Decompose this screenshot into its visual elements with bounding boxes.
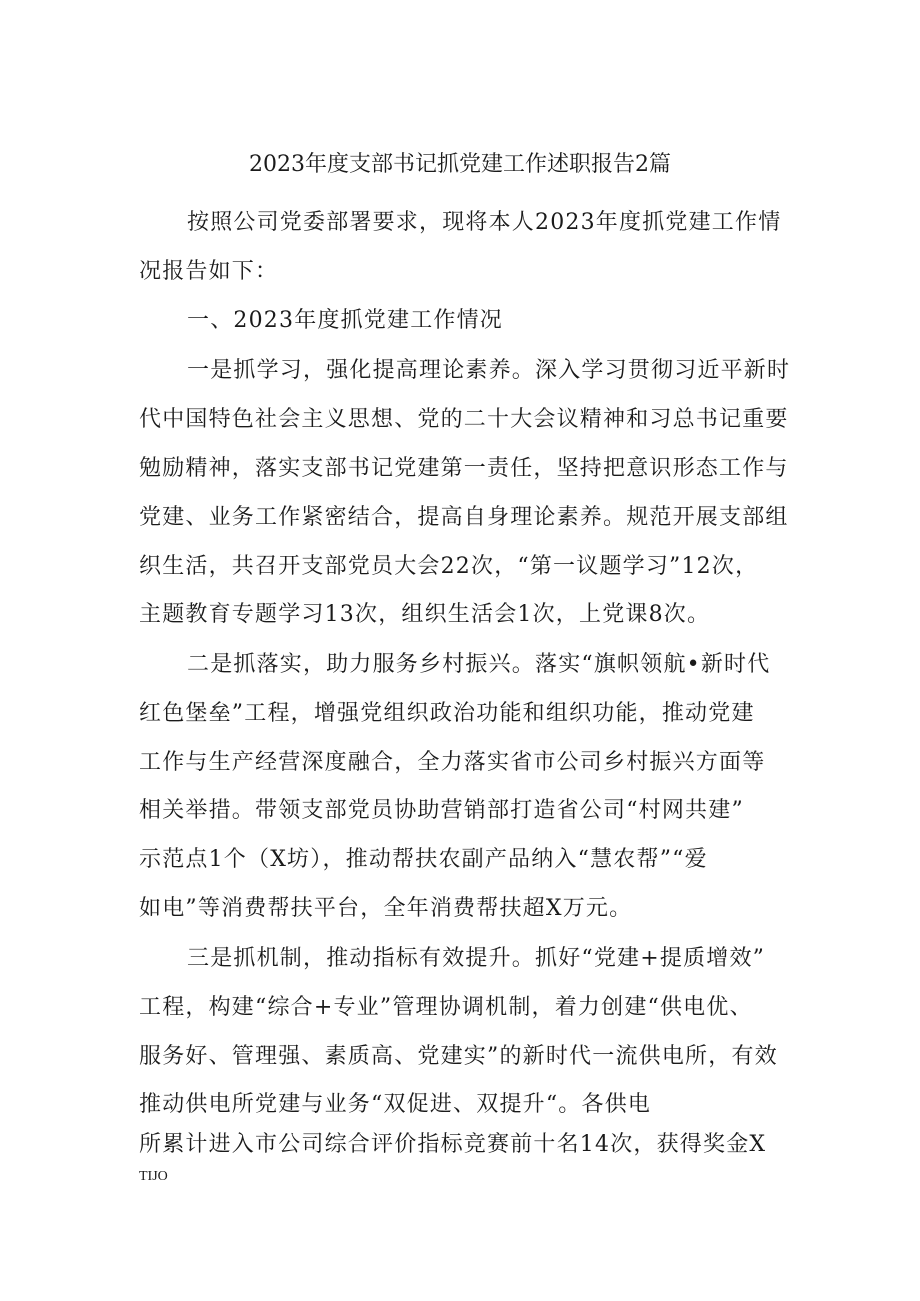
paragraph-line: 主题教育专题学习13次，组织生活会1次，上党课8次。 (139, 602, 711, 627)
document-title: 2023年度支部书记抓党建工作述职报告2篇 (249, 152, 671, 177)
paragraph-line: 示范点1个（X坊），推动帮扶农副产品纳入“慧农帮”“爱 (139, 847, 708, 872)
paragraph-line: 织生活，共召开支部党员大会22次，“第一议题学习”12次， (139, 554, 759, 579)
paragraph-line: 勉励精神，落实支部书记党建第一责任，坚持把意识形态工作与 (139, 456, 789, 481)
paragraph-line: 服务好、管理强、素质高、党建实”的新时代一流供电所，有效 (139, 1044, 778, 1069)
paragraph-line: 工程，构建“综合+专业”管理协调机制，着力创建“供电优、 (139, 995, 753, 1020)
section-heading: 一、2023年度抓党建工作情况 (187, 308, 503, 333)
footer-mark: TIJO (139, 1169, 168, 1184)
paragraph-line: 推动供电所党建与业务“双促进、双提升“。各供电 (139, 1092, 652, 1117)
paragraph-line: 所累计进入市公司综合评价指标竞赛前十名14次，获得奖金X (139, 1132, 767, 1157)
paragraph-line: 代中国特色社会主义思想、党的二十大会议精神和习总书记重要 (139, 407, 789, 432)
paragraph-line: 一是抓学习，强化提高理论素养。深入学习贯彻习近平新时 (187, 358, 791, 383)
paragraph-line: 二是抓落实，助力服务乡村振兴。落实“旗帜领航•新时代 (187, 652, 771, 677)
paragraph-line: 相关举措。带领支部党员协助营销部打造省公司“村网共建” (139, 798, 744, 823)
paragraph-line: 红色堡垒”工程，增强党组织政治功能和组织功能，推动党建 (139, 701, 755, 726)
paragraph-line: 党建、业务工作紧密结合，提高自身理论素养。规范开展支部组 (139, 505, 789, 530)
paragraph-line: 况报告如下： (139, 259, 279, 284)
paragraph-line: 如电”等消费帮扶平台，全年消费帮扶超X万元。 (139, 896, 633, 921)
paragraph-line: 三是抓机制，推动指标有效提升。抓好“党建+提质增效” (187, 946, 766, 971)
paragraph-line: 工作与生产经营深度融合，全力落实省市公司乡村振兴方面等 (139, 750, 766, 775)
paragraph-line: 按照公司党委部署要求，现将本人2023年度抓党建工作情 (187, 210, 782, 235)
